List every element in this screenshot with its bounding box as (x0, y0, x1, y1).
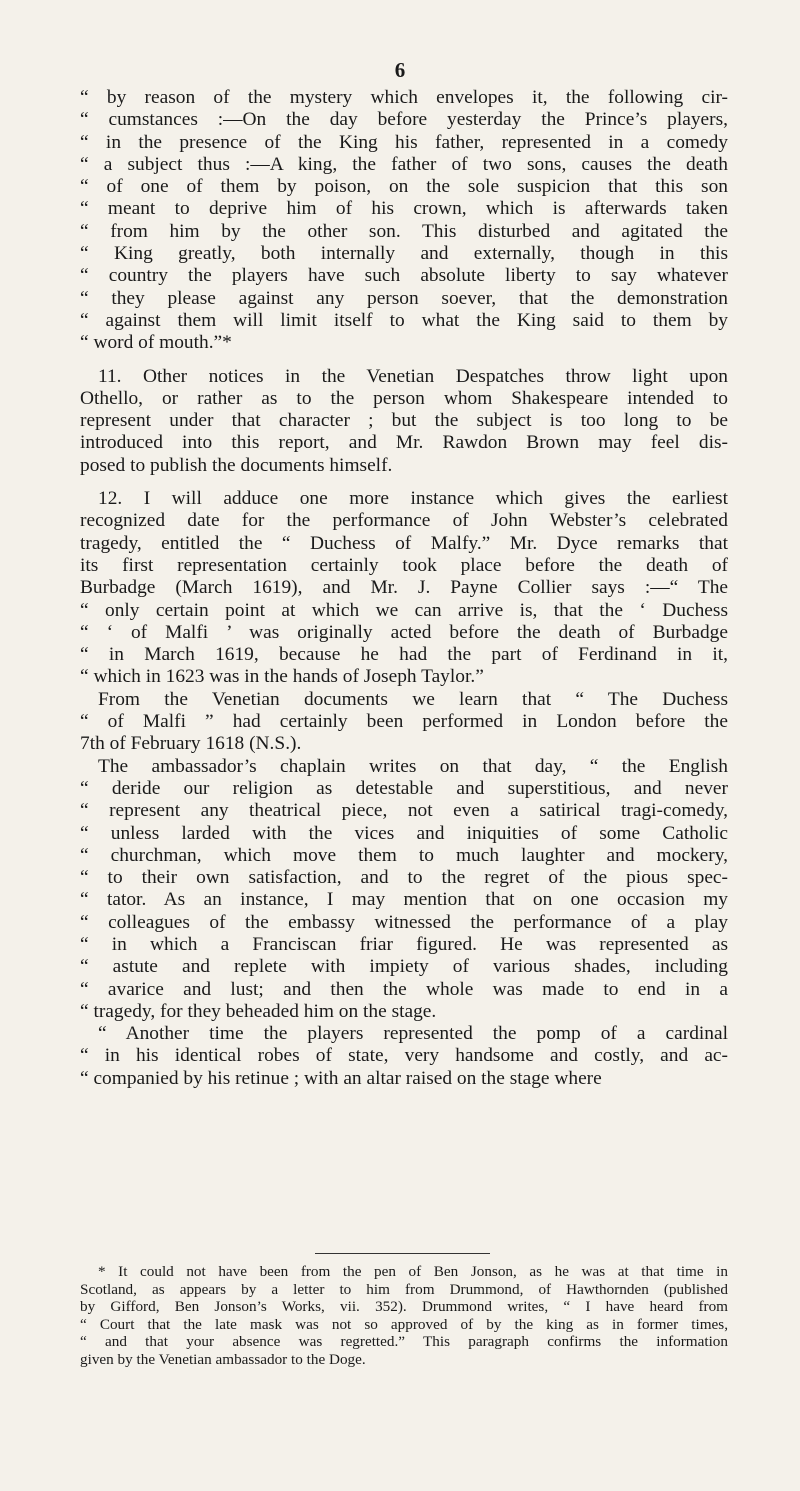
text-line: “ deride our religion as detestable and superstitious, and never (80, 777, 728, 799)
text-line: From the Venetian documents we learn that “ The Duchess (98, 688, 728, 710)
footnote-line: * It could not have been from the pen of Ben Jonson, as he was at that time in (98, 1263, 728, 1280)
text-line: “ represent any theatrical piece, not even a satirical tragi-comedy, (80, 800, 728, 822)
paragraph-gap (80, 355, 728, 366)
text-line: Othello, or rather as to the person whom Shakespeare intended to (80, 387, 728, 409)
text-line: “ in which a Franciscan friar figured. He was represented as (80, 933, 728, 955)
footnote-divider (315, 1253, 490, 1254)
text-line: “ meant to deprive him of his crown, which is afterwards taken (80, 198, 728, 220)
footnote (80, 1263, 728, 1369)
text-line: “ of Malfi ” had certainly been performed in London before the (80, 711, 728, 733)
footnote-line: given by the Venetian ambassador to the Doge. (80, 1350, 366, 1368)
text-line: Burbadge (March 1619), and Mr. J. Payne Collier says :—“ The (80, 577, 728, 599)
text-line: “ by reason of the mystery which envelopes it, the following cir- (80, 87, 728, 108)
text-line: represent under that character ; but the subject is too long to be (80, 410, 728, 432)
text-line: “ ‘ of Malfi ’ was originally acted before the death of Burbadge (80, 621, 728, 643)
text-line: “ in his identical robes of state, very handsome and costly, and ac- (80, 1045, 728, 1067)
text-line: “ they please against any person soever, that the demonstration (80, 287, 728, 309)
text-line: “ country the players have such absolute liberty to say whatever (80, 265, 728, 287)
text-line: “ against them will limit itself to what the King said to them by (80, 309, 728, 331)
text-line: 11. Other notices in the Venetian Despatches throw light upon (98, 365, 728, 387)
text-line: “ churchman, which move them to much laughter and mockery, (80, 844, 728, 866)
text-line: “ companied by his retinue ; with an altar raised on the stage where (80, 1067, 602, 1089)
text-line: “ which in 1623 was in the hands of Joseph Taylor.” (80, 666, 484, 688)
text-line: tragedy, entitled the “ Duchess of Malfy.” Mr. Dyce remarks that (80, 532, 728, 554)
text-line: The ambassador’s chaplain writes on that day, “ the English (98, 755, 728, 777)
text-line: “ in the presence of the King his father, represented in a comedy (80, 131, 728, 153)
footnote-line: by Gifford, Ben Jonson’s Works, vii. 352). Drummond writes, “ I have heard from (80, 1298, 728, 1316)
text-line: “ cumstances :—On the day before yesterday the Prince’s players, (80, 109, 728, 131)
text-line: “ to their own satisfaction, and to the regret of the pious spec- (80, 867, 728, 889)
text-line: “ colleagues of the embassy witnessed the performance of a play (80, 911, 728, 933)
footnote-line: “ Court that the late mask was not so approved of by the king as in former times, (80, 1315, 728, 1333)
text-line: “ of one of them by poison, on the sole suspicion that this son (80, 176, 728, 198)
text-line: recognized date for the performance of John Webster’s celebrated (80, 510, 728, 532)
footnote-line: “ and that your absence was regretted.” This paragraph confirms the information (80, 1333, 728, 1351)
text-line: “ astute and replete with impiety of various shades, including (80, 956, 728, 978)
body-text (80, 87, 728, 1090)
page-number: 6 (394, 58, 406, 82)
text-line: “ from him by the other son. This disturbed and agitated the (80, 220, 728, 242)
text-line: “ a subject thus :—A king, the father of two sons, causes the death (80, 153, 728, 175)
text-line: 7th of February 1618 (N.S.). (80, 733, 302, 755)
text-line: “ tator. As an instance, I may mention that on one occasion my (80, 889, 728, 911)
text-line: “ avarice and lust; and then the whole was made to end in a (80, 978, 728, 1000)
text-line: posed to publish the documents himself. (80, 454, 393, 476)
text-line: “ word of mouth.”* (80, 332, 232, 354)
text-line: its first representation certainly took place before the death of (80, 554, 728, 576)
text-line: “ tragedy, for they beheaded him on the stage. (80, 1000, 437, 1022)
footnote-line: Scotland, as appears by a letter to him from Drummond, of Hawthornden (published (80, 1280, 728, 1298)
text-line: 12. I will adduce one more instance which gives the earliest (98, 488, 728, 510)
paragraph-gap (80, 477, 728, 488)
text-line: “ Another time the players represented the pomp of a cardinal (98, 1023, 728, 1045)
text-line: “ unless larded with the vices and iniquities of some Catholic (80, 822, 728, 844)
text-line: “ King greatly, both internally and externally, though in this (80, 243, 728, 265)
text-line: “ in March 1619, because he had the part of Ferdinand in it, (80, 644, 728, 666)
text-line: introduced into this report, and Mr. Rawdon Brown may feel dis- (80, 432, 728, 454)
text-line: “ only certain point at which we can arrive is, that the ‘ Duchess (80, 599, 728, 621)
